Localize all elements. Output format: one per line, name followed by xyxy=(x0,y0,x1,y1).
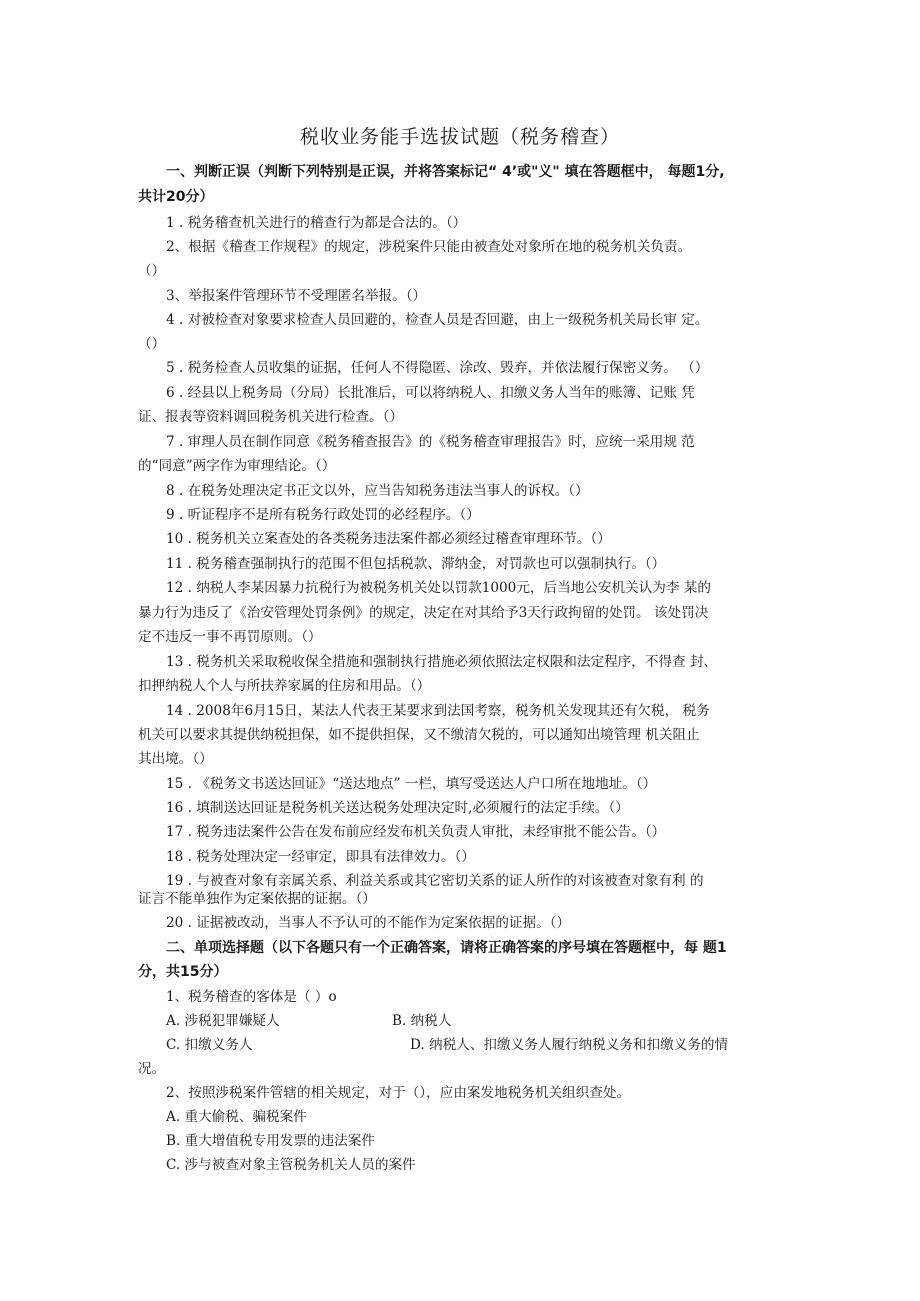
question-line: 11 . 税务稽查强制执行的范围不但包括税款、滞纳金，对罚款也可以强制执行。（） xyxy=(166,556,666,572)
question-line: 证、报表等资料调回税务机关进行检查。（） xyxy=(138,409,404,425)
option-a: A. 重大偷税、骗税案件 xyxy=(166,1109,307,1125)
question-line: 定不违反一事不再罚原则。（） xyxy=(138,629,322,645)
option-c: C. 扣缴义务人 xyxy=(166,1037,253,1053)
option-b: B. 纳税人 xyxy=(392,1013,452,1029)
page-title: 税收业务能手选拔试题（税务稽查） xyxy=(299,126,620,148)
question-line: 19 . 与被查对象有亲属关系、利益关系或其它密切关系的证人所作的对该被查对象有利 的 xyxy=(166,873,704,889)
section1-heading: 一、判断正误（判断下列特别是正误，并将答案标记“ 4’或"义" 填在答题框中， 每题1分, xyxy=(166,164,725,180)
question-line: 2、根据《稽查工作规程》的规定，涉税案件只能由被查处对象所在地的税务机关负责。 xyxy=(166,239,692,255)
question-line: 16 . 填制送达回证是税务机关送达税务处理决定时,必须履行的法定手续。（） xyxy=(166,800,629,816)
mc-question-stem: 2、按照涉税案件管辖的相关规定，对于（），应由案发地税务机关组织查处。 xyxy=(166,1085,631,1101)
question-line: 15 . 《税务文书送达回证》“送达地点” 一栏，填写受送达人户口所在地地址。（） xyxy=(166,776,657,792)
section1-heading-cont: 共计20分） xyxy=(138,189,214,205)
question-line: 10 . 税务机关立案查处的各类税务违法案件都必须经过稽查审理环节。（） xyxy=(166,531,611,547)
question-line: 扣押纳税人个人与所扶养家属的住房和用品。（） xyxy=(138,678,431,694)
section2-heading-cont: 分，共15分） xyxy=(138,964,228,980)
question-line: 5 . 税务检查人员收集的证据，任何人不得隐匿、涂改、毁弃，并依法履行保密义务。 （） xyxy=(166,360,709,376)
question-line: 7 . 审理人员在制作同意《税务稽查报告》的《税务稽查审理报告》时，应统一采用规 范 xyxy=(166,434,695,450)
question-line: 暴力行为违反了《治安管理处罚条例》的规定，决定在对其给予3天行政拘留的处罚。 该处罚决 xyxy=(138,605,709,621)
question-line: 机关可以要求其提供纳税担保，如不提供担保，又不缴清欠税的，可以通知出境管理 机关阻止 xyxy=(138,727,700,743)
question-line: 9 . 听证程序不是所有税务行政处罚的必经程序。（） xyxy=(166,507,480,523)
option-d: D. 纳税人、扣缴义务人履行纳税义务和扣缴义务的情 xyxy=(410,1037,729,1053)
option-c: C. 涉与被查对象主管税务机关人员的案件 xyxy=(166,1157,416,1173)
option-a: A. 涉税犯罪嫌疑人 xyxy=(166,1013,280,1029)
question-line: 13 . 税务机关采取税收保全措施和强制执行措施必须依照法定权限和法定程序，不得查 封、 xyxy=(166,654,718,670)
question-line: 20 . 证据被改动，当事人不予认可的不能作为定案依据的证据。（） xyxy=(166,915,571,931)
question-line: 18 . 税务处理决定一经审定，即具有法律效力。（） xyxy=(166,849,475,865)
question-line: （） xyxy=(138,336,166,352)
mc-question-stem: 1、税务稽查的客体是（ ）o xyxy=(166,989,337,1005)
question-line: 其出境。（） xyxy=(138,751,213,767)
question-line: 12 . 纳税人李某因暴力抗税行为被税务机关处以罚款1000元，后当地公安机关认为李 某的 xyxy=(166,580,711,596)
option-d-cont: 况。 xyxy=(138,1061,166,1077)
question-line: 17 . 税务违法案件公告在发布前应经发布机关负责人审批，未经审批不能公告。（） xyxy=(166,824,666,840)
question-line: 的“同意”两字作为审理结论。（） xyxy=(138,458,336,474)
section2-heading: 二、单项选择题（以下各题只有一个正确答案，请将正确答案的序号填在答题框中，每 题1 xyxy=(166,940,727,956)
question-line: 6 . 经县以上税务局（分局）长批准后，可以将纳税人、扣缴义务人当年的账簿、记账 凭 xyxy=(166,385,695,401)
question-line: 4 . 对被检查对象要求检查人员回避的，检查人员是否回避，由上一级税务机关局长审 定。 xyxy=(166,312,709,328)
question-line: 8 . 在税务处理决定书正文以外，应当告知税务违法当事人的诉权。（） xyxy=(166,483,589,499)
question-line: 3、举报案件管理环节不受理匿名举报。（） xyxy=(166,288,427,304)
question-line: （） xyxy=(138,263,166,279)
question-line: 证言不能单独作为定案依据的证据。（） xyxy=(138,891,376,907)
option-b: B. 重大增值税专用发票的违法案件 xyxy=(166,1133,375,1149)
question-line: 1 . 税务稽查机关进行的稽查行为都是合法的。（） xyxy=(166,215,467,231)
question-line: 14 . 2008年6月15日，某法人代表王某要求到法国考察，税务机关发现其还有欠税， 税务 xyxy=(166,703,710,719)
